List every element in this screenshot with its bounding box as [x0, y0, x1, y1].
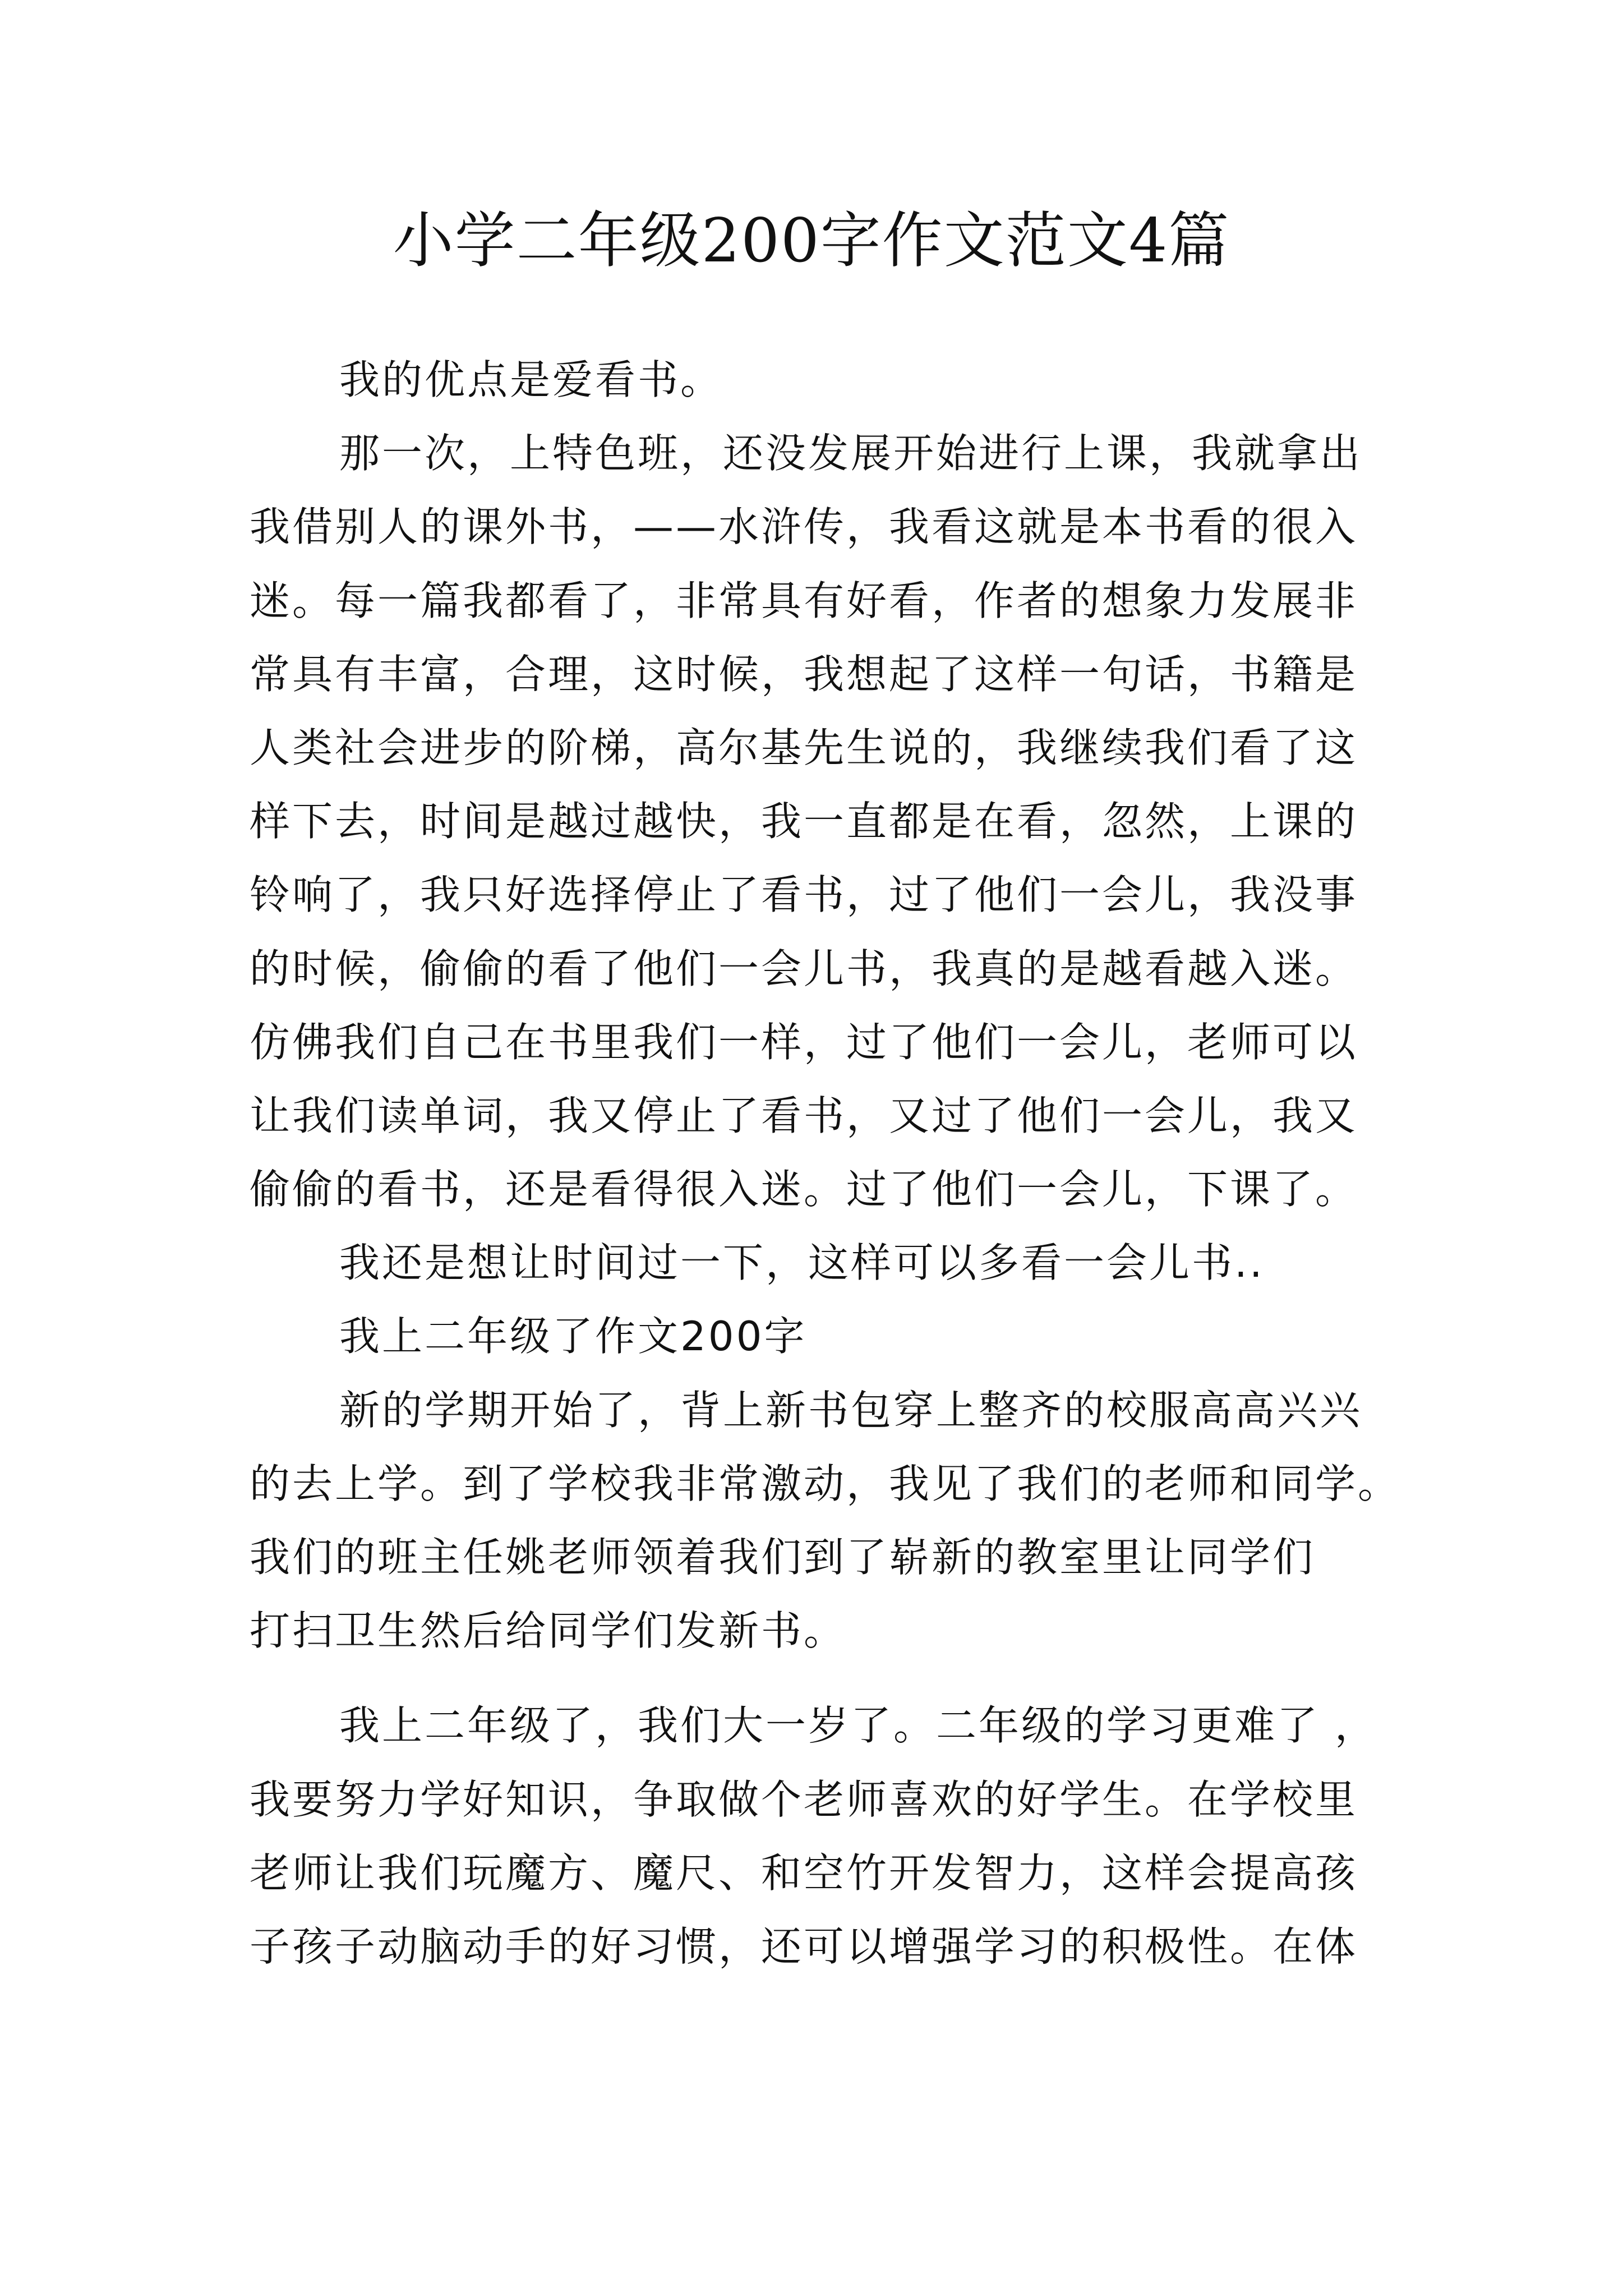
text-line: 我的优点是爱看书。: [339, 356, 723, 403]
text-line: 我上二年级了作文200字: [339, 1313, 807, 1360]
text-line: 老师让我们玩魔方、魔尺、和空竹开发智力，这样会提高孩: [250, 1849, 1358, 1897]
text-line: 那一次，上特色班，还没发展开始进行上课，我就拿出: [339, 430, 1363, 477]
text-line: 子孩子动脑动手的好习惯，还可以增强学习的积极性。在体: [250, 1922, 1358, 1970]
text-line: 样下去，时间是越过越快，我一直都是在看，忽然，上课的: [250, 798, 1358, 845]
document-body: [250, 343, 1405, 1984]
text-line: 常具有丰富，合理，这时候，我想起了这样一句话，书籍是: [250, 650, 1358, 698]
document-title: 小学二年级200字作文范文4篇: [393, 206, 1230, 276]
text-line: 偷偷的看书，还是看得很入迷。过了他们一会儿，下课了。: [250, 1166, 1358, 1213]
text-line: 迷。每一篇我都看了，非常具有好看，作者的想象力发展非: [250, 577, 1358, 624]
text-line: 铃响了，我只好选择停止了看书，过了他们一会儿，我没事: [250, 871, 1358, 919]
text-line: 打扫卫生然后给同学们发新书。: [250, 1607, 847, 1655]
text-line: 仿佛我们自己在书里我们一样，过了他们一会儿，老师可以: [250, 1018, 1358, 1066]
text-line: 我上二年级了，我们大一岁了。二年级的学习更难了 ，: [339, 1702, 1377, 1750]
text-line: 的时候，偷偷的看了他们一会儿书，我真的是越看越入迷。: [250, 945, 1358, 992]
text-line: 人类社会进步的阶梯，高尔基先生说的，我继续我们看了这: [250, 724, 1358, 771]
text-line: 的去上学。到了学校我非常激动，我见了我们的老师和同学。: [250, 1460, 1401, 1507]
text-line: 新的学期开始了，背上新书包穿上整齐的校服高高兴兴: [339, 1386, 1363, 1434]
text-line: 我借别人的课外书，——水浒传，我看这就是本书看的很入: [250, 503, 1358, 551]
text-line: 我还是想让时间过一下，这样可以多看一会儿书..: [339, 1239, 1265, 1287]
text-line: 我们的班主任姚老师领着我们到了崭新的教室里让同学们: [250, 1534, 1316, 1581]
text-line: 我要努力学好知识，争取做个老师喜欢的好学生。在学校里: [250, 1775, 1358, 1823]
text-line: 让我们读单词，我又停止了看书，又过了他们一会儿，我又: [250, 1092, 1358, 1139]
